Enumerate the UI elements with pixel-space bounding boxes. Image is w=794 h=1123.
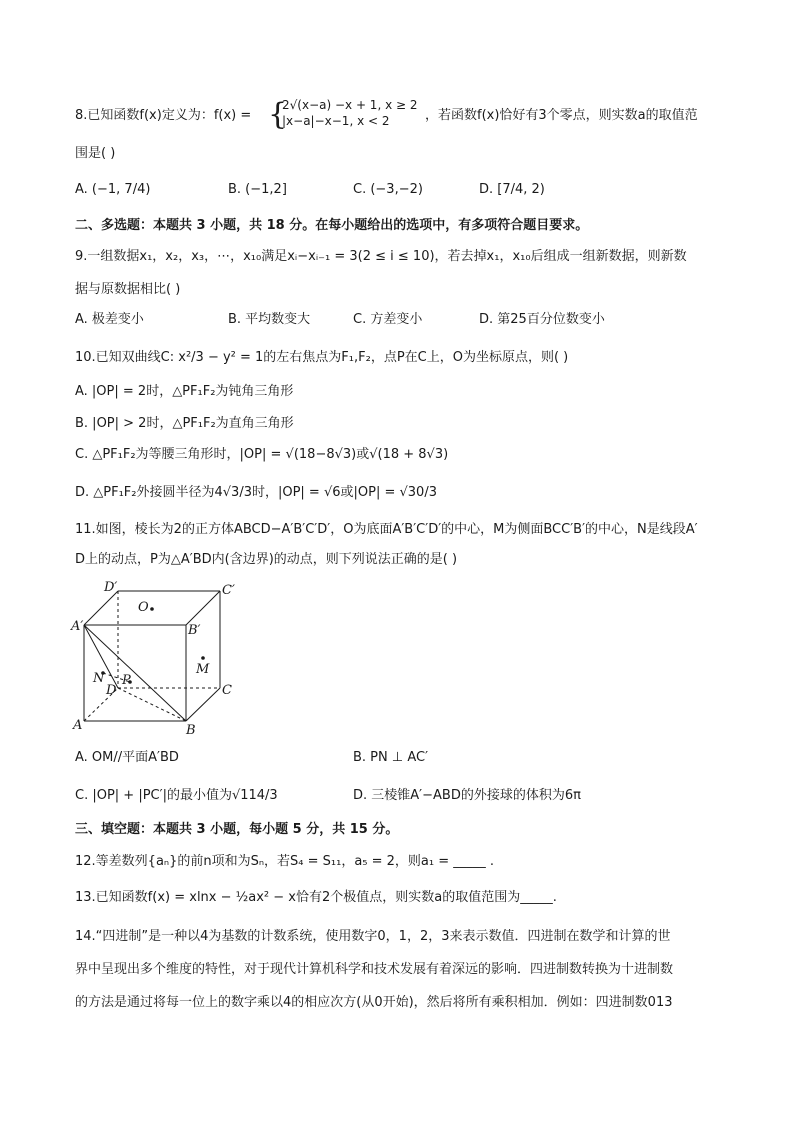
section-2-title: 二、多选题：本题共 3 小题，共 18 分。在每小题给出的选项中，有多项符合题目要求。 (75, 218, 589, 233)
point-m (201, 656, 205, 660)
label-a-prime: A′ (71, 619, 84, 634)
q8-option-d: D. [7/4, 2) (479, 182, 545, 197)
label-c-prime: C′ (222, 583, 235, 598)
q8-piece-top: 2√(x−a) −x + 1, x ≥ 2 (282, 98, 418, 112)
q8-piece-bottom: |x−a|−x−1, x < 2 (282, 114, 390, 128)
q9-option-b: B. 平均数变大 (228, 312, 311, 327)
q10-stem: 10.已知双曲线C: x²/3 − y² = 1的左右焦点为F₁,F₂，点P在C上，O为坐标原点，则( ) (75, 350, 569, 365)
q10-option-b: B. |OP| > 2时，△PF₁F₂为直角三角形 (75, 416, 294, 431)
cube-figure (0, 578, 794, 738)
edge-bprime-cprime (186, 591, 220, 625)
label-n: N (93, 671, 105, 686)
label-m: M (196, 662, 210, 677)
label-b: B (186, 723, 196, 738)
q8-stem-line2: 围是( ) (75, 146, 116, 161)
q14-stem-line3: 的方法是通过将每一位上的数字乘以4的相应次方(从0开始)，然后将所有乘积相加．例如：四进制数013 (75, 995, 673, 1010)
q9-option-a: A. 极差变小 (75, 312, 144, 327)
q9-stem-line2: 据与原数据相比( ) (75, 282, 181, 297)
q11-stem-line2: D上的动点，P为△A′BD内(含边界)的动点，则下列说法正确的是( ) (75, 552, 458, 567)
section-3-title: 三、填空题：本题共 3 小题，每小题 5 分，共 15 分。 (75, 822, 399, 837)
q11-option-c: C. |OP| + |PC′|的最小值为√114/3 (75, 788, 278, 803)
q11-stem-line1: 11.如图，棱长为2的正方体ABCD−A′B′C′D′，O为底面A′B′C′D′的中心，M为侧面BCC′B′的中心，N是线段A′ (75, 522, 698, 537)
q8-piece-brace: { (268, 97, 288, 132)
segment-d-b (118, 688, 186, 721)
q12-stem: 12.等差数列{aₙ}的前n项和为Sₙ，若S₄ = S₁₁，a₅ = 2，则a₁ = _____ . (75, 854, 495, 869)
q8-stem-prefix: 8.已知函数f(x)定义为：f(x) = (75, 108, 252, 123)
q8-option-a: A. (−1, 7/4) (75, 182, 151, 197)
q9-option-c: C. 方差变小 (353, 312, 423, 327)
q14-stem-line2: 界中呈现出多个维度的特性，对于现代计算机科学和技术发展有着深远的影响．四进制数转换为十进制数 (75, 962, 674, 977)
q11-option-a: A. OM//平面A′BD (75, 750, 179, 765)
q8-option-b: B. (−1,2] (228, 182, 287, 197)
edge-b-c (186, 688, 220, 721)
point-o (150, 607, 154, 611)
q13-stem: 13.已知函数f(x) = xlnx − ½ax² − x恰有2个极值点，则实数a的取值范围为_____. (75, 890, 557, 905)
q11-option-b: B. PN ⊥ AC′ (353, 750, 429, 765)
q14-stem-line1: 14.“四进制”是一种以4为基数的计数系统，使用数字0，1，2，3来表示数值．四进制在数学和计算的世 (75, 929, 671, 944)
q8-option-c: C. (−3,−2) (353, 182, 423, 197)
label-a: A (73, 718, 83, 733)
edge-aprime-dprime (84, 591, 118, 625)
label-o: O (138, 600, 149, 615)
q9-stem-line1: 9.一组数据x₁，x₂，x₃，⋯，x₁₀满足xᵢ−xᵢ₋₁ = 3(2 ≤ i ≤ 10)，若去掉x₁，x₁₀后组成一组新数据，则新数 (75, 249, 687, 264)
label-d-prime: D′ (104, 580, 118, 595)
label-b-prime: B′ (188, 623, 201, 638)
q10-option-d: D. △PF₁F₂外接圆半径为4√3/3时，|OP| = √6或|OP| = √30/3 (75, 485, 437, 500)
label-d: D (106, 683, 117, 698)
q10-option-c: C. △PF₁F₂为等腰三角形时，|OP| = √(18−8√3)或√(18 + 8√3) (75, 447, 449, 462)
label-c: C (222, 683, 232, 698)
q8-stem-suffix: ，若函数f(x)恰好有3个零点，则实数a的取值范 (425, 108, 698, 123)
q11-option-d: D. 三棱锥A′−ABD的外接球的体积为6π (353, 788, 581, 803)
label-p: P (122, 673, 131, 688)
q10-option-a: A. |OP| = 2时，△PF₁F₂为钝角三角形 (75, 384, 294, 399)
q9-option-d: D. 第25百分位数变小 (479, 312, 605, 327)
